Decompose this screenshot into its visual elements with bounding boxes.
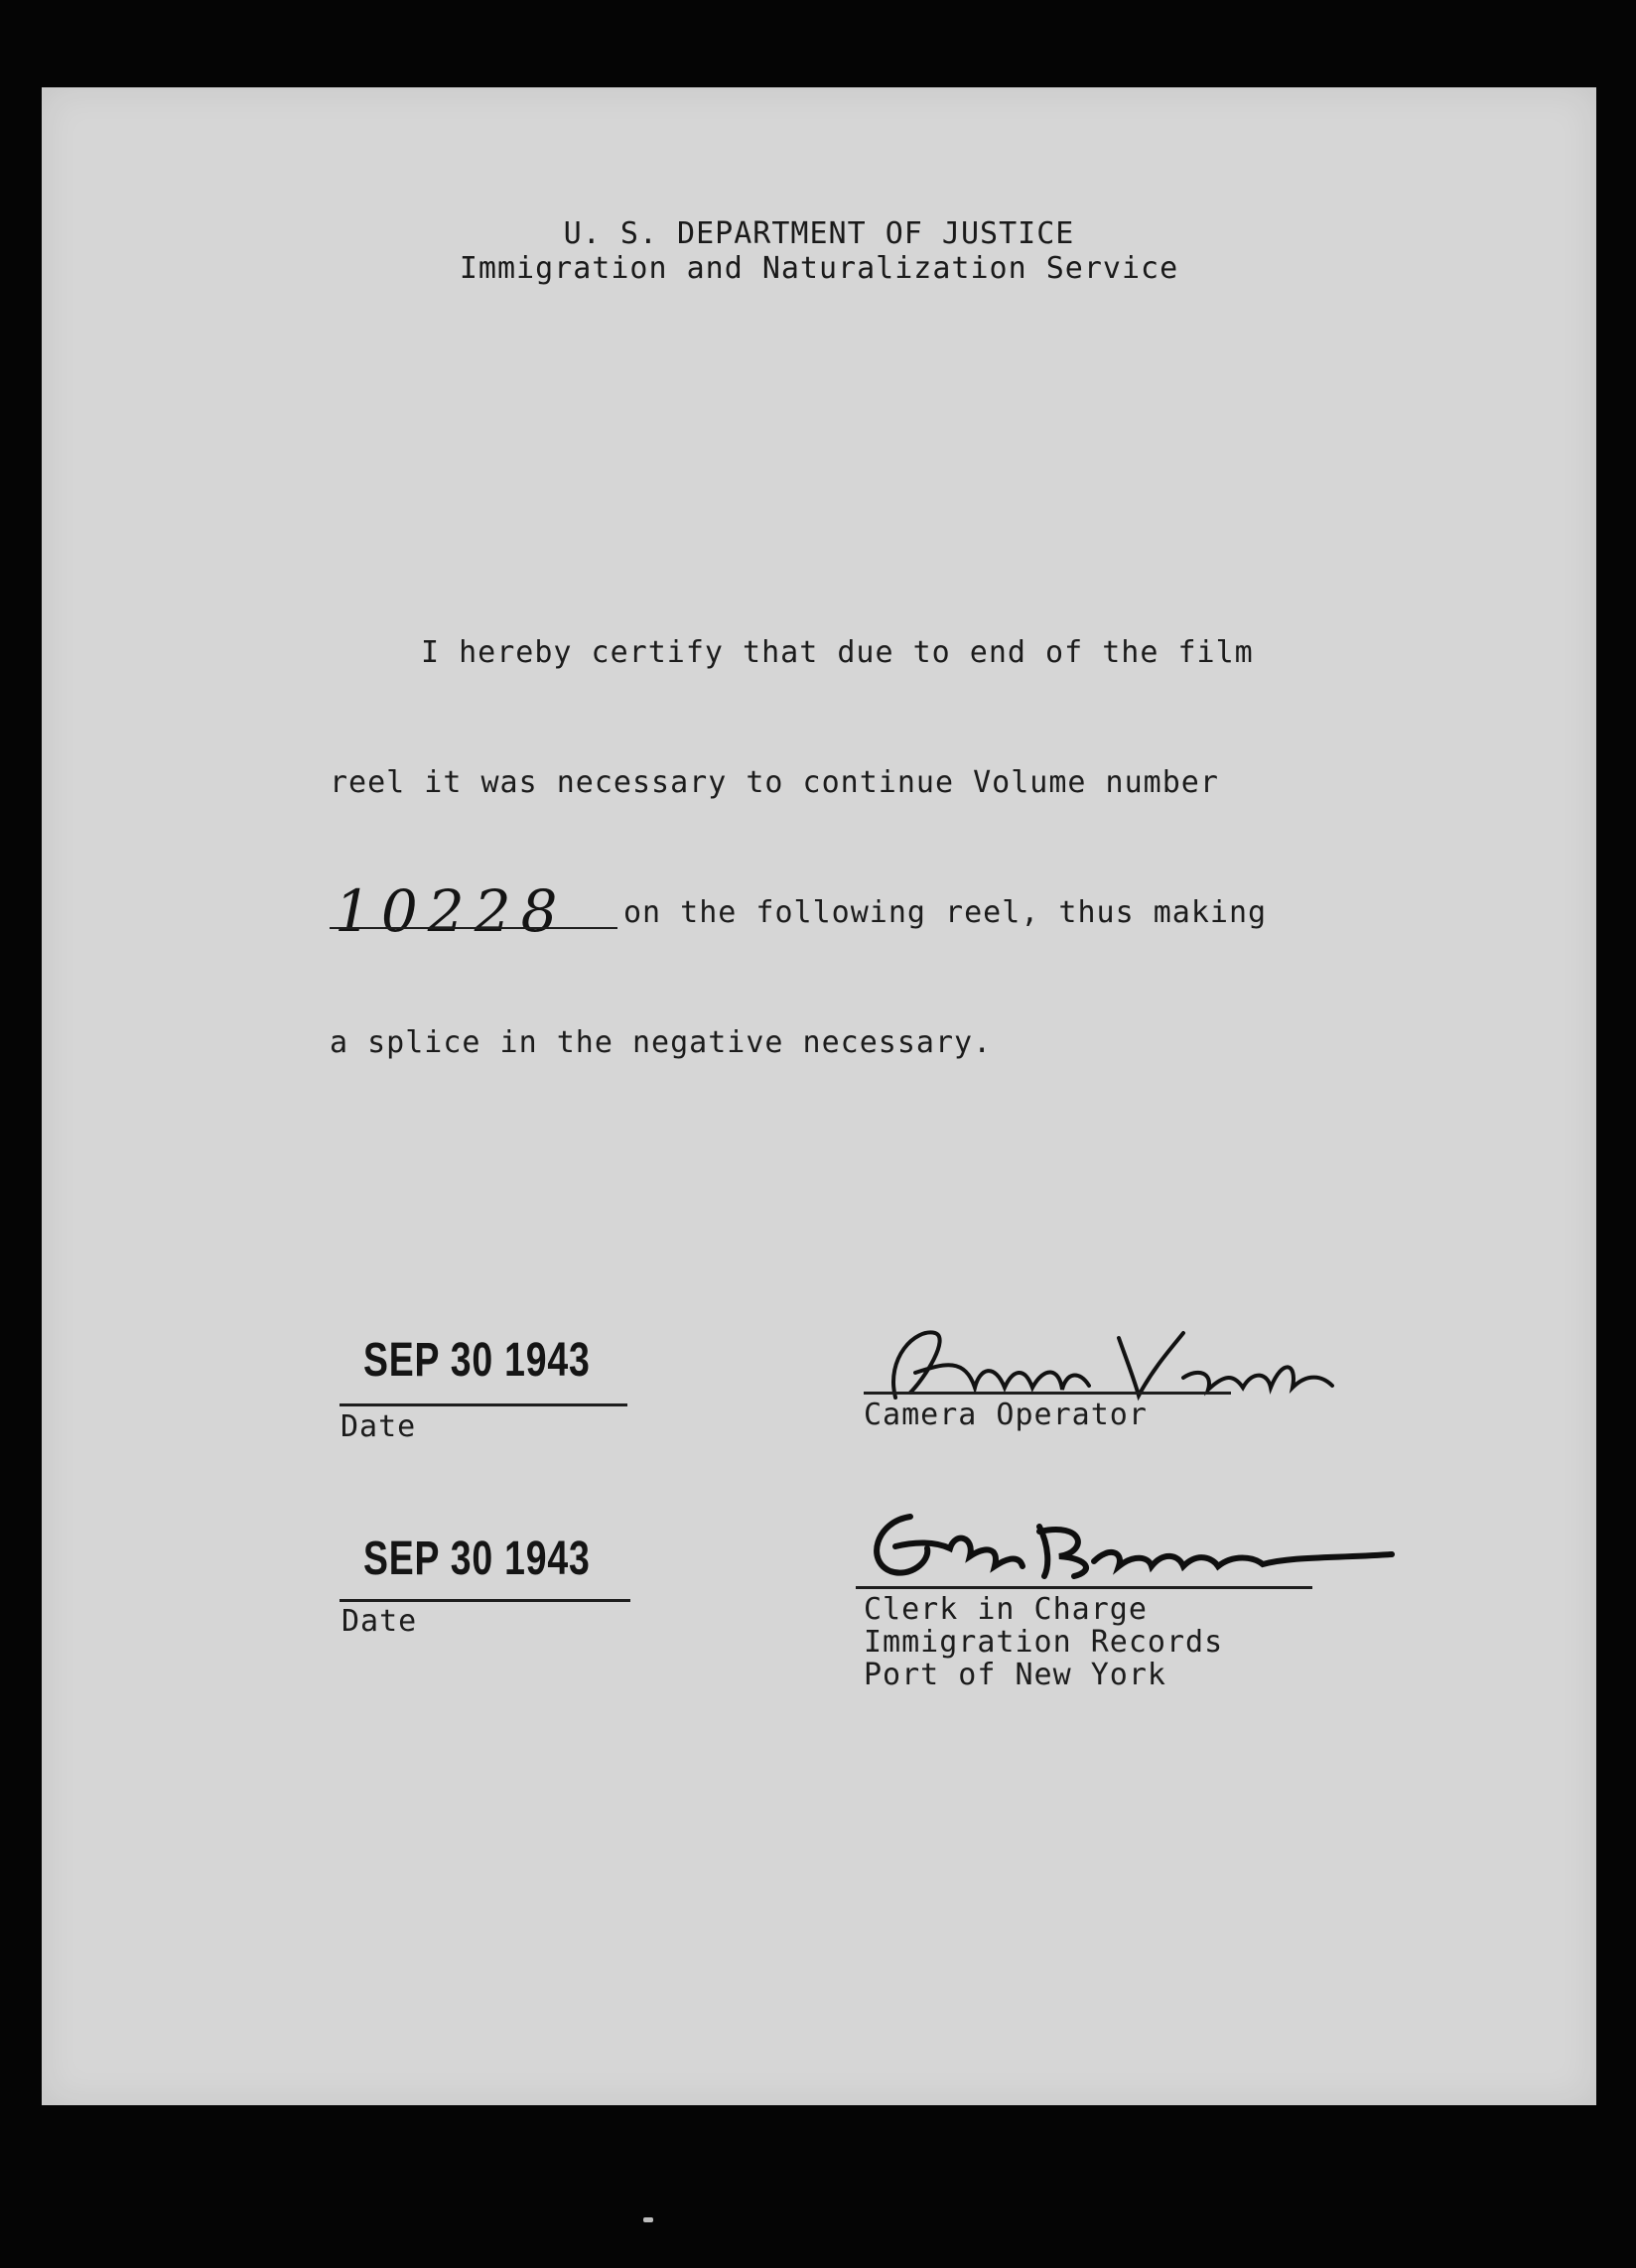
volume-number-handwritten: 10228 bbox=[335, 877, 568, 945]
certification-line-2: reel it was necessary to continue Volume number bbox=[330, 765, 1219, 800]
certification-line-1: I hereby certify that due to end of the film bbox=[421, 635, 1254, 670]
date-line-1 bbox=[340, 1403, 627, 1406]
date-stamp-1: SEP 30 1943 bbox=[363, 1334, 591, 1387]
clerk-signature bbox=[836, 1487, 1451, 1596]
service-heading: Immigration and Naturalization Service bbox=[459, 251, 1179, 286]
film-speck bbox=[643, 2217, 653, 2222]
clerk-label-2: Immigration Records bbox=[864, 1625, 1224, 1660]
date-line-2 bbox=[340, 1599, 630, 1602]
camera-operator-label: Camera Operator bbox=[864, 1398, 1148, 1432]
certification-line-3: on the following reel, thus making bbox=[623, 895, 1268, 930]
date-label-1: Date bbox=[341, 1409, 417, 1444]
clerk-label-3: Port of New York bbox=[864, 1658, 1166, 1692]
clerk-line bbox=[856, 1586, 1312, 1589]
certification-line-4: a splice in the negative necessary. bbox=[330, 1025, 993, 1060]
department-heading: U. S. DEPARTMENT OF JUSTICE bbox=[563, 216, 1075, 251]
camera-operator-line bbox=[864, 1392, 1231, 1395]
document-page bbox=[42, 87, 1596, 2105]
clerk-label-1: Clerk in Charge bbox=[864, 1592, 1148, 1627]
date-label-2: Date bbox=[341, 1604, 418, 1639]
volume-number-underline bbox=[330, 927, 617, 929]
date-stamp-2: SEP 30 1943 bbox=[363, 1533, 591, 1585]
